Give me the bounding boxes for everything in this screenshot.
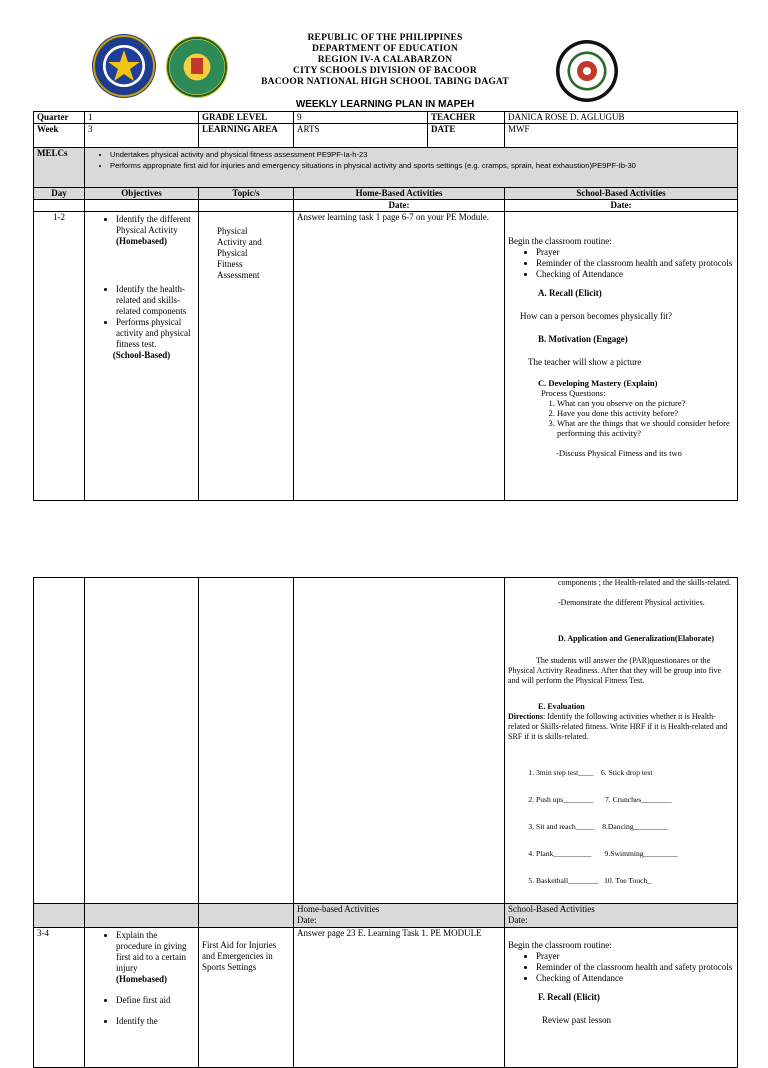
evaluation-item: 4. Plank__________ 9.Swimming_________ xyxy=(536,849,734,858)
evaluation-item: 1. 3min step test____ 6. Stick drop test xyxy=(536,768,734,777)
objective-tag-homebased: (Homebased) xyxy=(116,236,167,246)
routine-item: • Reminder of the classroom health and safety protocols xyxy=(536,962,734,973)
objective-item: • Identify the xyxy=(116,1016,191,1027)
area-label: LEARNING AREA xyxy=(199,124,294,148)
area-value: ARTS xyxy=(294,124,428,148)
section-b-text: The teacher will show a picture xyxy=(528,357,642,367)
melc-item-2: • Performs appropriate first aid for injuries and emergency situations in physical activity and sports settings (e.g. cramps, sprain, heat exhaustion)PE9PF-Ib-30 xyxy=(110,160,734,171)
evaluation-item: 3. Sit and reach_____ 8.Dancing_________ xyxy=(536,822,734,831)
col-day: Day xyxy=(34,188,85,200)
week-label: Week xyxy=(34,124,85,148)
teacher-label: TEACHER xyxy=(428,112,505,124)
objective-item: • Identify the different Physical Activity xyxy=(116,214,191,236)
col-home-based: Home-Based Activities xyxy=(294,188,505,200)
teacher-value: DANICA ROSE D. AGLUGUB xyxy=(505,112,738,124)
col-objectives: Objectives xyxy=(85,188,199,200)
objective-item: • Performs physical activity and physical fitness test. xyxy=(116,317,191,350)
objective-item: • Identify the health-related and skills-related components xyxy=(116,284,191,317)
melcs-label: MELCs xyxy=(34,148,85,188)
school-seal-logo xyxy=(556,40,618,102)
col-school-based: School-Based Activities xyxy=(505,188,738,200)
grade-label: GRADE LEVEL xyxy=(199,112,294,124)
school-date: Date: xyxy=(505,200,738,212)
grade-value: 9 xyxy=(294,112,428,124)
topic-text: First Aid for Injuries and Emergencies in Sports Settings xyxy=(199,928,294,1068)
section-f-text: Review past lesson xyxy=(542,1015,611,1025)
weekly-plan-table-page2 xyxy=(33,577,738,1068)
home-activity-text: Answer learning task 1 page 6-7 on your PE Module. xyxy=(294,212,505,501)
routine-item: • Checking of Attendance xyxy=(536,269,734,280)
section-d-heading: D. Application and Generalization(Elaborate) xyxy=(558,634,714,643)
question-item: 3. What are the things that we should consider before performing this activity? xyxy=(557,418,734,438)
document-title: WEEKLY LEARNING PLAN IN MAPEH xyxy=(295,99,475,110)
continued-text: components ; the Health-related and the skills-related. xyxy=(558,578,732,587)
section-e-heading: E. Evaluation xyxy=(538,702,585,711)
school-based-heading: School-Based Activities xyxy=(508,904,595,914)
section-b-heading: B. Motivation (Engage) xyxy=(538,334,628,344)
section-a-heading: A. Recall (Elicit) xyxy=(538,288,602,298)
routine-item: • Prayer xyxy=(536,247,734,258)
school-based-date: Date: xyxy=(508,915,528,925)
objective-item: • Define first aid xyxy=(116,995,191,1006)
division-seal-logo xyxy=(166,36,228,98)
home-date: Date: xyxy=(294,200,505,212)
melc-item-1: • Undertakes physical activity and physical fitness assessment PE9PF-Ia-h-23 xyxy=(110,149,734,160)
day-3-4: 3-4 xyxy=(34,928,85,1068)
topic-text: Physical Activity and Physical Fitness Assessment xyxy=(199,212,294,501)
section-a-text: How can a person becomes physically fit? xyxy=(520,311,672,321)
header-republic: REPUBLIC OF THE PHILIPPINES xyxy=(307,33,463,43)
directions-label: Directions xyxy=(508,712,543,721)
section-f-heading: F. Recall (Elicit) xyxy=(538,992,600,1002)
weekly-plan-table-page1 xyxy=(33,111,738,501)
evaluation-item: 2. Push ups________ 7. Crunches________ xyxy=(536,795,734,804)
quarter-label: Quarter xyxy=(34,112,85,124)
date-label: DATE xyxy=(428,124,505,148)
header-division: CITY SCHOOLS DIVISION OF BACOOR xyxy=(293,66,477,76)
home-based-heading: Home-based Activities xyxy=(297,904,380,914)
section-c-sub: Process Questions: xyxy=(541,388,606,398)
date-value: MWF xyxy=(505,124,738,148)
question-item: 1. What can you observe on the picture? xyxy=(557,398,734,408)
routine-item: • Prayer xyxy=(536,951,734,962)
directions-text: : Identify the following activities whether it is Health-related or Skills-related fitness. Write HRF if it is Health-related and SRF if it is skills-related. xyxy=(508,712,728,741)
home-activity-text: Answer page 23 E. Learning Task 1. PE MODULE xyxy=(294,928,505,1068)
header-region: REGION IV-A CALABARZON xyxy=(317,55,453,65)
routine-intro: Begin the classroom routine: xyxy=(508,236,612,246)
quarter-value: 1 xyxy=(85,112,199,124)
section-d-text: The students will answer the (PAR)questionares or the Physical Activity Readiness. After that they will be group into five and will perform the Physical Fitness Test. xyxy=(508,656,722,685)
objective-item: • Explain the procedure in giving first aid to a certain injury xyxy=(116,930,191,974)
deped-seal-logo xyxy=(92,34,156,98)
routine-item: • Reminder of the classroom health and safety protocols xyxy=(536,258,734,269)
section-c-heading: C. Developing Mastery (Explain) xyxy=(538,378,658,388)
home-based-date: Date: xyxy=(297,915,317,925)
question-item: 2. Have you done this activity before? xyxy=(557,408,734,418)
objective-tag-schoolbased: (School-Based) xyxy=(112,350,171,360)
header-department: DEPARTMENT OF EDUCATION xyxy=(312,44,458,54)
continued-text: -Demonstrate the different Physical activities. xyxy=(558,598,705,607)
day-1-2: 1-2 xyxy=(34,212,85,501)
evaluation-item: 5. Basketball________ 10. Toe Touch_ xyxy=(536,876,734,885)
col-topics: Topic/s xyxy=(199,188,294,200)
header-school: BACOOR NATIONAL HIGH SCHOOL TABING DAGAT xyxy=(261,77,509,87)
routine-item: • Checking of Attendance xyxy=(536,973,734,984)
routine-intro: Begin the classroom routine: xyxy=(508,940,612,950)
objective-tag-homebased: (Homebased) xyxy=(116,974,167,984)
section-c-tail: -Discuss Physical Fitness and its two xyxy=(556,448,682,458)
week-value: 3 xyxy=(85,124,199,148)
